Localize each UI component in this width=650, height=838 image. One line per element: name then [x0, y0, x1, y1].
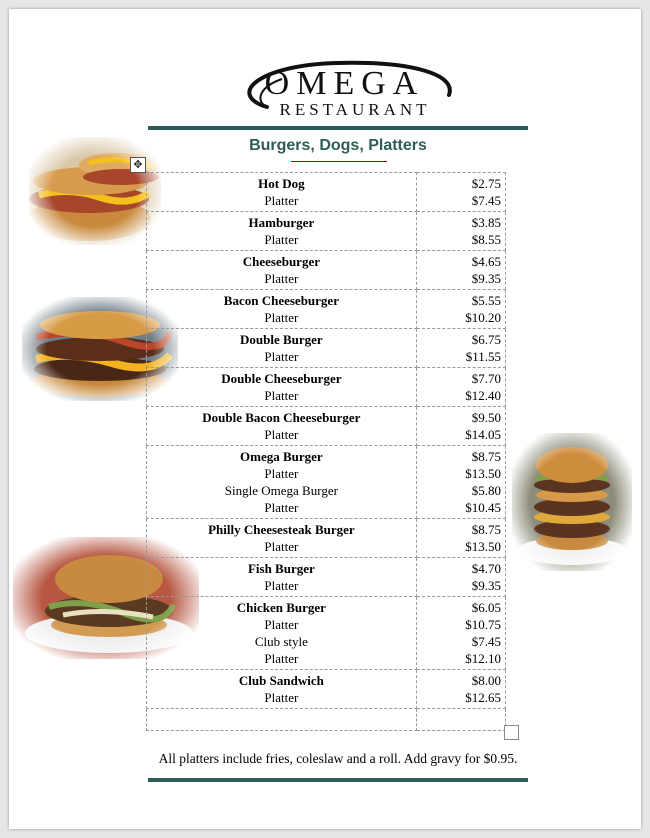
menu-price: $5.80	[471, 483, 501, 498]
menu-price: $11.55	[465, 349, 501, 364]
menu-item-variant: Platter	[264, 193, 299, 208]
menu-item-cell[interactable]	[147, 407, 417, 446]
menu-item-name: Omega Burger	[240, 449, 323, 464]
menu-item-name: Double Cheeseburger	[221, 371, 342, 386]
menu-item-variant: Platter	[264, 539, 299, 554]
menu-item-name: Double Bacon Cheeseburger	[202, 410, 361, 425]
menu-price: $8.00	[471, 673, 501, 688]
menu-price: $8.75	[471, 449, 501, 464]
empty-price-cell[interactable]	[416, 709, 505, 731]
top-divider	[148, 126, 528, 130]
menu-item-cell[interactable]	[147, 329, 417, 368]
menu-price-cell[interactable]	[416, 251, 505, 290]
menu-item-cell[interactable]	[147, 290, 417, 329]
menu-price: $7.45	[471, 634, 501, 649]
menu-item-variant: Platter	[264, 651, 299, 666]
empty-row	[147, 709, 506, 731]
menu-price: $10.75	[465, 617, 501, 632]
resize-handle-icon[interactable]	[504, 725, 519, 740]
menu-price: $2.75	[471, 176, 501, 191]
menu-item-variant: Platter	[264, 466, 299, 481]
menu-price-cell[interactable]	[416, 519, 505, 558]
menu-item-cell[interactable]	[147, 173, 417, 212]
menu-row	[147, 670, 506, 709]
menu-price: $4.70	[471, 561, 501, 576]
menu-item-variant: Platter	[264, 349, 299, 364]
menu-item-variant: Platter	[264, 427, 299, 442]
menu-price: $6.75	[471, 332, 501, 347]
menu-price-cell[interactable]	[416, 212, 505, 251]
menu-item-name: Hamburger	[248, 215, 315, 230]
menu-item-variant: Platter	[264, 690, 299, 705]
menu-row	[147, 329, 506, 368]
menu-row	[147, 368, 506, 407]
menu-item-variant: Platter	[264, 232, 299, 247]
menu-item-name: Philly Cheesesteak Burger	[208, 522, 355, 537]
menu-item-name: Club Sandwich	[238, 673, 324, 688]
menu-price: $8.55	[471, 232, 501, 247]
menu-item-cell[interactable]	[147, 446, 417, 519]
section-title: Burgers, Dogs, Platters	[249, 137, 427, 154]
menu-item-variant: Platter	[264, 388, 299, 403]
footer-note: All platters include fries, coleslaw and a roll. Add gravy for $0.95.	[158, 751, 518, 766]
menu-price-cell[interactable]	[416, 329, 505, 368]
menu-row	[147, 558, 506, 597]
menu-price: $6.05	[471, 600, 501, 615]
menu-item-variant: Platter	[264, 578, 299, 593]
menu-price: $7.70	[471, 371, 501, 386]
logo-word: OMEGA	[264, 65, 425, 102]
empty-item-cell[interactable]	[147, 709, 417, 731]
menu-price-cell[interactable]	[416, 368, 505, 407]
menu-row	[147, 251, 506, 290]
menu-price-cell[interactable]	[416, 290, 505, 329]
menu-item-cell[interactable]	[147, 519, 417, 558]
menu-row	[147, 597, 506, 670]
menu-price: $13.50	[465, 539, 501, 554]
menu-price: $4.65	[471, 254, 501, 269]
menu-price-cell[interactable]	[416, 407, 505, 446]
menu-item-variant: Platter	[264, 500, 299, 515]
menu-item-name: Chicken Burger	[236, 600, 326, 615]
logo-subtitle: RESTAURANT	[279, 100, 431, 119]
menu-row	[147, 290, 506, 329]
menu-row	[147, 173, 506, 212]
menu-row	[147, 446, 506, 519]
menu-price: $9.35	[471, 578, 501, 593]
menu-price-cell[interactable]	[416, 446, 505, 519]
menu-price: $14.05	[465, 427, 501, 442]
menu-price: $13.50	[465, 466, 501, 481]
hot-dog-photo	[29, 137, 161, 245]
menu-price: $9.35	[471, 271, 501, 286]
menu-price-cell[interactable]	[416, 670, 505, 709]
menu-item-name: Cheeseburger	[242, 254, 320, 269]
menu-item-name: Bacon Cheeseburger	[223, 293, 339, 308]
menu-item-variant: Platter	[264, 310, 299, 325]
menu-item-cell[interactable]	[147, 597, 417, 670]
menu-price: $12.10	[465, 651, 501, 666]
menu-price-cell[interactable]	[416, 558, 505, 597]
menu-item-cell[interactable]	[147, 212, 417, 251]
menu-item-name: Fish Burger	[247, 561, 315, 576]
bottom-divider	[148, 778, 528, 782]
menu-row	[147, 407, 506, 446]
menu-price: $12.40	[465, 388, 501, 403]
menu-price: $3.85	[471, 215, 501, 230]
omega-burger-photo	[512, 433, 632, 571]
menu-item-variant: Platter	[264, 617, 299, 632]
menu-item-cell[interactable]	[147, 558, 417, 597]
menu-table	[146, 172, 506, 731]
menu-price: $10.20	[465, 310, 501, 325]
menu-price: $7.45	[471, 193, 501, 208]
restaurant-logo	[237, 57, 452, 123]
menu-item-variant: Platter	[264, 271, 299, 286]
menu-price: $10.45	[465, 500, 501, 515]
menu-price-cell[interactable]	[416, 173, 505, 212]
menu-item-cell[interactable]	[147, 670, 417, 709]
menu-price: $12.65	[465, 690, 501, 705]
menu-row	[147, 212, 506, 251]
menu-price: $8.75	[471, 522, 501, 537]
menu-item-name: Hot Dog	[258, 176, 305, 191]
section-title-underline	[291, 161, 387, 162]
menu-item-variant: Club style	[254, 634, 308, 649]
menu-item-cell[interactable]	[147, 368, 417, 407]
menu-price-cell[interactable]	[416, 597, 505, 670]
menu-item-cell[interactable]	[147, 251, 417, 290]
move-icon[interactable]: ✥	[130, 157, 146, 173]
menu-price: $9.50	[471, 410, 501, 425]
menu-row	[147, 519, 506, 558]
menu-item-name: Double Burger	[240, 332, 323, 347]
menu-item-variant: Single Omega Burger	[224, 483, 338, 498]
menu-price: $5.55	[471, 293, 501, 308]
document-page	[9, 9, 641, 829]
